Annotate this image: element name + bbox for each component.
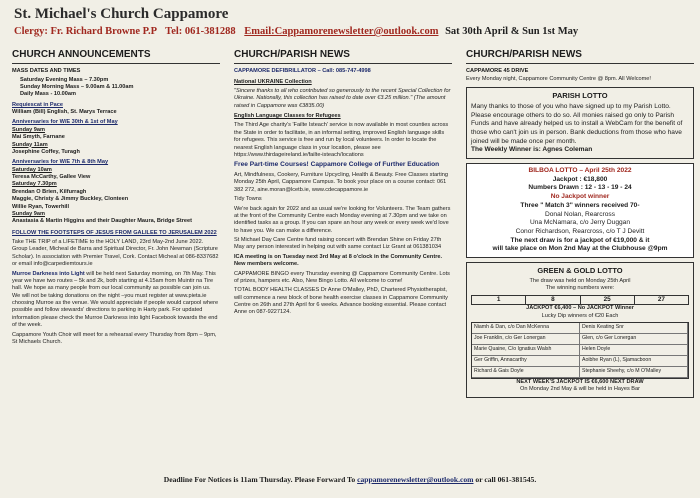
- bilboa-line: Conor Richardson, Rearcross, c/o T J Devitt: [515, 227, 645, 235]
- green-gold-sub-2: The winning numbers were:: [545, 285, 615, 292]
- announcements-heading: CHURCH ANNOUNCEMENTS: [12, 48, 220, 64]
- green-gold-sub: The draw was held on Monday 25th April: [529, 277, 631, 284]
- bilboa-line: Donal Nolan, Rearcross: [545, 210, 615, 218]
- anniv-line: Saturday 7.30pm: [12, 181, 57, 188]
- winning-numbers: [471, 295, 689, 305]
- deadline-footer: [0, 475, 700, 484]
- winner-cell: Stephanie Sheehy, c/o M O'Malley: [580, 367, 688, 378]
- winning-number: 1: [472, 296, 526, 304]
- footer-email-link[interactable]: cappamorenewsletter@outlook.com: [357, 475, 474, 484]
- drive-title: CAPPAMORE 45 DRIVE: [466, 68, 529, 75]
- day-care-text: St Michael Day Care Centre fund raising concert with Brendan Shine on Friday 27th May any person interested in helping out with same contact Liz Grant at 061381034: [234, 237, 442, 251]
- winner-cell: Denis Keating Snr: [580, 323, 688, 334]
- requiescat-text: William (Bill) English, St. Marys Terrace: [12, 109, 117, 116]
- winner-cell: Glen, c/o Ger Lonergan: [580, 334, 688, 345]
- next-jackpot: NEXT WEEK'S JACKPOT IS €6,600 NEXT DRAW: [516, 378, 644, 385]
- parish-news-column-1: [234, 48, 452, 468]
- health-classes-text: TOTAL BODY HEALTH CLASSES Dr Anne O'Malley, PhD, Chartered Physiotherapist, will commence a new block of bone health exercise classes in Cappamore Community Centre on 26th and 27th April for 6 weeks. Advance booking essential. Please contact Anne on 087-9227124.: [234, 287, 448, 316]
- anniversaries-title-2: Anniversaries for W/E 7th & 8th May: [12, 159, 109, 166]
- anniv-line: Sunday 9am: [12, 210, 45, 217]
- winner-cell: Ger Griffin, Annacarthy: [472, 356, 580, 367]
- anniv-line: Saturday 10am: [12, 166, 52, 173]
- bilboa-line: Numbers Drawn : 12 - 13 - 19 - 24: [528, 184, 632, 192]
- next-draw: On Monday 2nd May & will be held in Hayes Bar: [519, 386, 640, 393]
- bilboa-line: No Jackpot winner: [550, 193, 610, 201]
- clergy-label: Clergy: Fr. Richard Browne P.P: [14, 26, 157, 37]
- mass-item: • Saturday Evening Mass – 7.30pm: [20, 77, 220, 84]
- green-gold-lucky-dip: Lucky Dip winners of €20 Each: [541, 312, 619, 319]
- green-gold-jackpot: JACKPOT €6,400 – No JACKPOT Winner: [526, 305, 634, 312]
- announcements-column: [12, 48, 220, 468]
- anniv-line: Anastasia & Martin Higgins and their Daughter Maura, Bridge Street: [12, 218, 192, 225]
- parish-news-column-2: [466, 48, 694, 468]
- bilboa-line: Three " Match 3" winners received 70-: [520, 201, 640, 209]
- page-title: St. Michael's Church Cappamore: [14, 6, 229, 22]
- newsletter-header: [14, 6, 694, 37]
- anniv-line: Sunday 11am: [12, 141, 48, 148]
- header-contact-line: [14, 26, 694, 37]
- murroe-title: Murroe Darkness into Light: [12, 270, 85, 277]
- winning-number: 8: [526, 296, 580, 304]
- youth-choir-text: Cappamore Youth Choir will meet for a rehearsal every Thursday from 8pm – 9pm, St Michaels Church.: [12, 331, 217, 345]
- mass-times-list: [20, 77, 220, 99]
- bilboa-title: BILBOA LOTTO – April 25th 2022: [528, 167, 632, 175]
- winning-number: 27: [657, 295, 665, 303]
- bilboa-line: Jackpot : €18,800: [552, 175, 608, 183]
- english-classes-title: English Language Classes for Refugees: [234, 113, 341, 120]
- anniv-line: Josephine Coffey, Turagh: [12, 148, 80, 155]
- parish-lotto-box: [466, 87, 694, 159]
- ica-text: ICA meeting is on Tuesday next 3rd May at 8 o'clock in the Community Centre. New members welcome.: [234, 253, 443, 268]
- anniversaries-title-1: Anniversaries for W/E 30th & 1st of May: [12, 119, 118, 126]
- parish-lotto-text: Many thanks to those of you who have signed up to my Parish Lotto. Please encourage others to do so. All monies raised go only to Parish Funds and have already helped us to install a WebCam for the benefit of those who can't join us in person. Bank deductions from those who have joined will be made once per month.: [471, 102, 683, 145]
- anniv-line: Maggie, Christy & Jimmy Buckley, Clonteen: [12, 196, 129, 203]
- footer-text: Deadline For Notices is 11am Thursday. Please Forward To: [163, 475, 356, 484]
- ukraine-text: "Sincere thanks to all who contributed so generously to the recent Special Collection for Ukraine. Nationally, this collection has raised to date over €3.25 million." (The amount raised in Cappamore was €3835.00): [234, 87, 451, 109]
- anniv-line: Mai Smyth, Farnane: [12, 134, 65, 141]
- holy-land-title: FOLLOW THE FOOTSTEPS OF JESUS FROM GALILEE TO JERUSALEM 2022: [12, 229, 217, 236]
- courses-text: Art, Mindfulness, Cookery, Furniture Upcycling, Health & Beauty. Free Classes starting Monday 25th April, Cappamore Campus. To book your place on a course contact: 061 382 272, aine.moran@lcetb.ie, www.cdecappamore.ie: [234, 172, 448, 193]
- green-gold-title: GREEN & GOLD LOTTO: [537, 266, 623, 276]
- winner-cell: Helen Doyle: [580, 345, 688, 356]
- bilboa-line: Una McNamara, c/o Jerry Duggan: [529, 219, 631, 227]
- lucky-dip-winners: [471, 322, 689, 379]
- telephone-label: Tel: 061-381288: [165, 26, 236, 37]
- email-link[interactable]: Email:Cappamorenewsletter@outlook.com: [244, 26, 439, 37]
- bilboa-lotto-box: [466, 163, 694, 258]
- bilboa-line: will take place on Mon 2nd May at the Clubhouse @9pm: [492, 245, 668, 253]
- tidy-towns-text: We're back again for 2022 and as usual we're looking for Volunteers. The Team gathers at the front of the Community Centre each Monday evening at 7.30pm and we take on identified tasks as a group. If you can spare an hour any week or every week we'd love to have you. We can make a difference.: [234, 205, 451, 234]
- bingo-text: CAPPAMORE BINGO every Thursday evening @ Cappamore Community Centre. Lots of prizes, hampers etc. Also, New Bingo Lotto. All welcome to come!: [234, 270, 450, 284]
- winner-cell: Richard & Gais Doyle: [472, 367, 580, 378]
- anniv-line: Willie Ryan, Towerhill: [12, 203, 70, 210]
- winner-cell: Niamh & Dan, c/o Dan McKenna: [472, 323, 580, 334]
- mass-item: • Daily Mass - 10.00am: [20, 91, 220, 98]
- ukraine-title: National UKRAINE Collection: [234, 78, 312, 85]
- defibrillator-line: CAPPAMORE DEFIBRILLATOR – Call: 085-747-4998: [234, 68, 371, 75]
- weekend-dates: Sat 30th April & Sun 1st May: [445, 26, 579, 37]
- anniv-line: Sunday 9am: [12, 126, 45, 133]
- drive-text: Every Monday night, Cappamore Community Centre @ 8pm. All Welcome!: [466, 75, 651, 82]
- tidy-towns-title: Tidy Towns: [234, 196, 262, 203]
- winner-cell: Joe Franklin, c/o Ger Lonergan: [472, 334, 580, 345]
- anniv-line: Teresa McCarthy, Gallee View: [12, 174, 91, 181]
- winner-cell: Aoibhe Ryan (L), Sjamacboon: [580, 356, 688, 367]
- parish-news-heading: CHURCH/PARISH NEWS: [234, 48, 452, 64]
- parish-lotto-title: PARISH LOTTO: [552, 90, 608, 100]
- murroe-text: will be held next Saturday morning, on 7th May. This year we have two routes – 5k and 2k, both starting at 4.15am from Muintir na Tire hall. We hope as many people from our local community as possible can join us. We will not be taking donations on the night –you must register at www.pieta.ie choosing Murroe as the venue. We would appreciate if people would carpool where possible and follow stewards' directions to parking in Harty park. For updated information please check the Murroe Darkness into light Facebook towards the end of the week.: [12, 270, 219, 329]
- parish-news-heading-2: CHURCH/PARISH NEWS: [466, 48, 694, 64]
- requiescat-title: Requiescat in Pace: [12, 101, 63, 108]
- footer-phone: or call 061-381545.: [475, 475, 537, 484]
- mass-item: • Sunday Morning Mass – 9.00am & 11.00am: [20, 84, 220, 91]
- courses-title: Free Part-time Courses! Cappamore College of Further Education: [234, 161, 440, 169]
- green-gold-lotto-box: [466, 262, 694, 398]
- holy-land-text: Take THE TRIP of a LIFETIME to the HOLY LAND, 23rd May-2nd June 2022. Group Leader, Micheal de Barra and Spiritual Director, Fr. John Newman (Scripture Scholar). In association with Premier Travel, Cork. Contact Micheal at 086-8337682 or email info@carpediemtours.ie: [12, 239, 219, 268]
- mass-times-title: MASS DATES AND TIMES: [12, 68, 81, 75]
- parish-lotto-winner: The Weekly Winner is: Agnes Coleman: [471, 146, 593, 154]
- winning-number: 25: [581, 296, 635, 304]
- winner-cell: Marie Quaine, C/o Ignatius Walsh: [472, 345, 580, 356]
- english-classes-text: The Third Age charity's 'Failte Isteach' service is now available in most counties across the State in order to facilitate, in an informal setting, improved English language skills for refugees. This service is free and run by local volunteers. In order to locate the nearest English language class in your location, please see https://www.thirdageireland.ie/failte-isteach/locations: [234, 122, 449, 158]
- bilboa-line: The next draw is for a jackpot of €19,000 & it: [510, 236, 650, 244]
- anniv-line: Brendan O Brien, Kilfurragh: [12, 188, 87, 195]
